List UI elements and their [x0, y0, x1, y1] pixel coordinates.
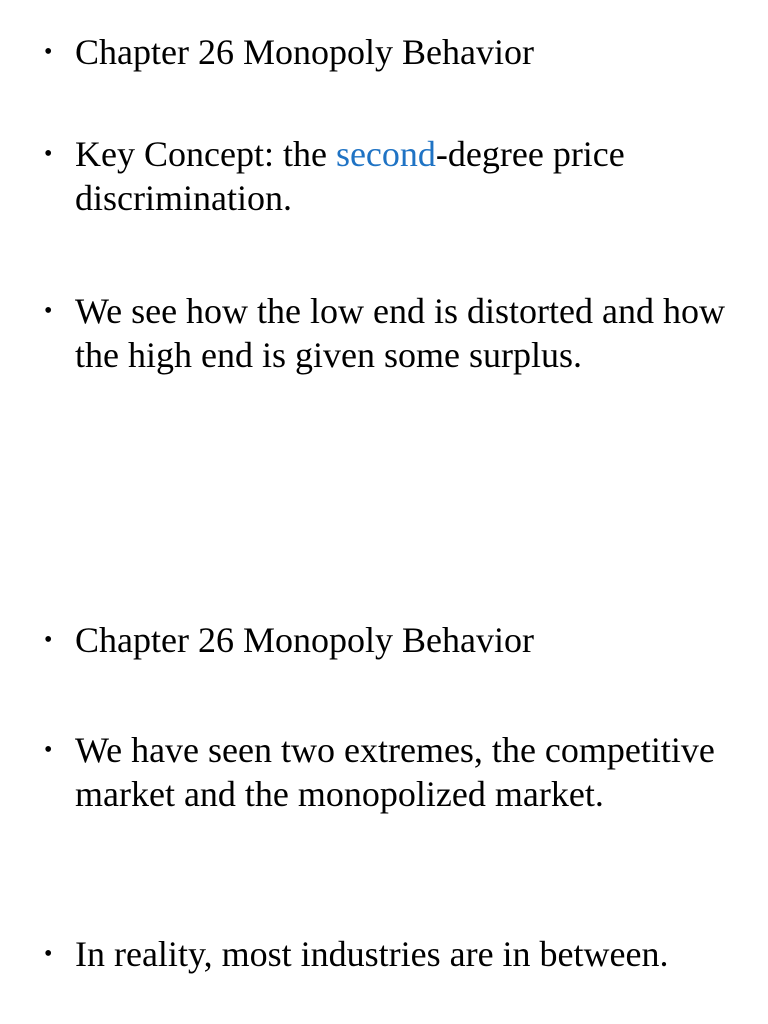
bullet-item [44, 932, 744, 976]
bullet-icon: • [44, 39, 53, 65]
bullet-text [75, 132, 744, 220]
slide-title: Chapter 26 Monopoly Behavior [75, 32, 534, 72]
bullet-item [44, 30, 744, 74]
bullet-text-suffix: -degree price discrimination. [75, 134, 625, 218]
bullet-icon: • [44, 941, 53, 967]
bullet-item [44, 618, 744, 662]
bullet-text: We have seen two extremes, the competitive market and the monopolized market. [75, 730, 715, 814]
slide-2 [0, 512, 768, 1024]
bullet-icon: • [44, 737, 53, 763]
bullet-item [44, 728, 744, 816]
bullet-item [44, 289, 744, 377]
highlighted-word: second [335, 134, 436, 174]
bullet-text-prefix: Key Concept: the [75, 134, 336, 174]
bullet-item [44, 132, 744, 220]
bullet-icon: • [44, 141, 53, 167]
bullet-icon: • [44, 298, 53, 324]
bullet-text: In reality, most industries are in between. [75, 934, 669, 974]
slide-title: Chapter 26 Monopoly Behavior [75, 620, 534, 660]
bullet-text: We see how the low end is distorted and how the high end is given some surplus. [75, 291, 725, 375]
bullet-icon: • [44, 627, 53, 653]
